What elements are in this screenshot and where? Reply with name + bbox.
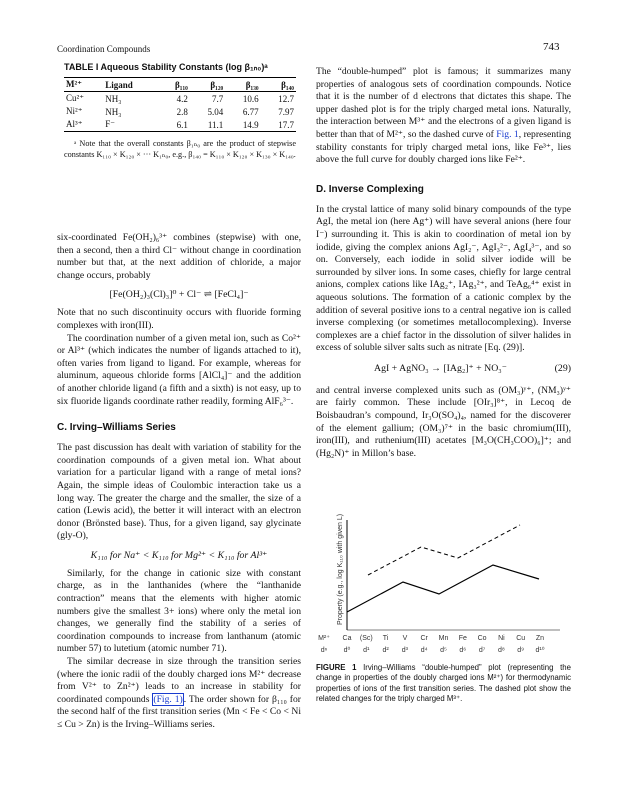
metal-label: Ni [498,635,505,642]
d-electron-label-m2: d¹⁰ [535,647,545,654]
stability-table [64,78,296,131]
caption-label: FIGURE 1 [316,663,357,672]
table-cell: 6.77 [242,106,259,117]
metal-label: Mn [438,635,449,642]
table-cell: 14.9 [242,119,259,130]
table-cell: 7.97 [278,106,294,117]
column-header: β₁₁₀ [175,79,188,90]
d-electron-label-m2: d⁸ [497,647,505,654]
column-header: Ligand [105,79,133,90]
equation-number: (29) [554,362,571,374]
y-axis-label: Property (e.g., log K₁₁₀ with given L) [337,513,344,625]
metal-label: Ti [382,635,389,642]
figure-1-link[interactable]: Fig. 1 [496,128,519,140]
metal-label: Ca [342,635,352,642]
table-cell: 6.1 [176,119,188,130]
paragraph: In the crystal lattice of many solid binary compounds of the type AgI, the metal ion (here Ag⁺) will have several anions (here four I⁻) surrounding it. This is akin to coordination of metal ion by iodide, giving the complex anions AgI₂⁻, AgI₃²⁻, AgI₄³⁻, and so on. Conversely, each iodide in solid silver iodide will be surrounded by silver ions. In some cases, chiefly for large central anions, complex cations like IAg₂⁺, IAg₃²⁺, and TeAg₆⁴⁺ exist in aqueous solutions. The formation of a cationic complex by the addition of several positive ions to a central negative ion is called inverse complexing (or sometimes metallocomplexing). Inverse complexes are a chief factor in the dissolution of silver halides in excess of soluble silver salts such as nitrate [Eq. (29)]. [316,203,571,354]
table-cell: Ni²⁺ [66,106,83,116]
d-electron-label-m2: d⁷ [478,647,486,654]
metal-label: Fe [458,635,467,642]
text: . The order shown for β₁₁₀ for the second half of the first transition series (Mn < Fe < Co < Ni ≤ Cu > Zn) is the Irving–Williams series. [57,693,301,730]
row-label: M²⁺ [318,635,330,642]
paragraph: Similarly, for the change in cationic size with constant charge, as in the lanthanides (where the “lanthanide contraction” means that the elements with higher atomic numbers give the smallest 3+ ions) where only the metal ion changes, we generally find the stability of a series of coordination compounds to increase from lanthanum (atomic number 57) to lutetium (atomic number 71). [57,567,301,655]
column-header: M²⁺ [66,79,82,89]
equation: AgI + AgNO₃ → [IAg₂]⁺ + NO₃⁻ [374,362,507,374]
paragraph: six-coordinated Fe(OH₂)₆³⁺ combines (stepwise) with one, then a second, then a third Cl⁻ without change in coordination number but that, at the next addition of chloride, a major change occurs, probably [57,232,301,281]
m2-solid-curve [347,565,539,612]
table-cell: 17.7 [278,119,294,130]
d-electron-label-m2: d¹ [363,647,370,654]
row-label: dⁿ [320,647,328,654]
paragraph: The coordination number of a given metal ion, such as Co²⁺ or Al³⁺ (which indicates the number of ligands attached to it), often varies from ligand to ligand. For example, whereas for aluminum, aqueous chloride forms [AlCl₄]⁻ and the addition of another chloride ligand (a fifth and a sixth) is not easy, up to six fluoride ligands coordinate rather readily, forming AlF₆³⁻. [57,332,301,407]
table-1 [64,62,296,160]
paragraph [57,656,301,732]
left-column [57,232,301,732]
equation: K₁₁₀ for Na⁺ < K₁₁₀ for Mg²⁺ < K₁₁₀ for Al³⁺ [90,549,268,561]
figure-1-link[interactable]: (Fig. 1) [153,693,183,705]
d-electron-label-m2: d⁹ [517,647,525,654]
table-cell: 11.1 [207,119,224,130]
d-electron-label-m2: d⁰ [343,647,351,654]
table-cell: Cu²⁺ [66,93,84,103]
table-title: TABLE I Aqueous Stability Constants (log β₁ₙ₀)ᵃ [64,62,268,72]
table-row [64,105,296,118]
d-electron-label-m2: d⁵ [440,647,447,654]
metal-label: Co [477,635,487,642]
d-electron-label-m2: d⁴ [420,647,428,654]
d-electron-label-m2: d² [382,647,389,654]
figure-caption [316,663,571,705]
table-cell: 12.7 [278,93,294,104]
text: The “double-humped” plot is famous; it summarizes many properties of analogous sets of coordination compounds. Notice that it is the number of d electrons that dictates this shape. The upper dashed plot is for the triply charged metal ions. Naturally, the interaction between M³⁺ and the electrons of a given ligand is better than that of M²⁺, so the dashed curve of [316,66,571,140]
table-cell: F⁻ [105,119,116,129]
paragraph: and central inverse complexed units such as (OM₃)ʸ⁺, (NM₃)ʸ⁺ are fairly common. These include [OIr₃]⁸⁺, in Lecoq de Boisbaudran’s compound, Ir₃O(SO₄)₄, named for the discoverer of the element gallium; (OM₃)⁷⁺ in the basic chromium(III), iron(III), and ruthenium(III) acetates [M₃O(CH₃COO)₆]⁺; and (Hg₂N)⁺ in Millon’s base. [316,384,571,459]
table-cell: 2.8 [176,106,188,117]
d-electron-label-m2: d⁶ [459,647,467,654]
running-title: Coordination Compounds [57,44,151,54]
table-footnote: ᵃ Note that the overall constants β₁ₙ₀ are the product of stepwise constants K₁₁₀ × K₁₂₀ × ··· K₁ₙ₀, e.g., β₁₄₀ = K₁₁₀ × K₁₂₀ × K₁₃₀ × K₁₄₀. [64,139,296,159]
section-heading-d: D. Inverse Complexing [316,183,424,195]
table-row [64,92,296,106]
section-heading-c: C. Irving–Williams Series [57,422,176,434]
caption-text: Irving–Williams “double-humped” plot (representing the change in properties of the doubly charged ions M²⁺) for thermodynamic properties of ions of the first transition series. The dashed plot show the related changes for the triply charged M³⁺. [316,663,571,704]
paragraph: The past discussion has dealt with variation of stability for the coordination compounds of a given metal ion. What about variation for a particular ligand with a range of metal ions? Again, the simple ideas of Coulombic interaction take us a long way. The greater the charge and the smaller, the size of a cation (Lewis acid), the better it will interact with an electron donor (Brönsted base). Thus, for a given ligand, say glycinate (gly-O), [57,442,301,542]
metal-label: V [402,635,408,642]
table-cell: NH₃ [105,93,122,104]
table-cell: 7.7 [211,93,224,104]
paragraph: Note that no such discontinuity occurs with fluoride forming complexes with iron(III). [57,307,301,331]
equation: [Fe(OH₂)₃(Cl)₃]⁰ + Cl⁻ ⇌ [FeCl₄]⁻ [109,289,249,301]
right-column [316,66,571,460]
figure-1-plot [310,505,572,655]
table-cell: NH₃ [105,106,122,117]
d-electron-label-m2: d³ [401,647,409,654]
table-cell: 10.6 [242,93,259,104]
table-row [64,118,296,131]
m3-dashed-curve [368,525,520,575]
text: The similar decrease in size through the transition series (where the ionic radii of the doubly charged ions M²⁺ decrease from V²⁺ to Zn²⁺) leads to an increase in stability for coordinated compounds [57,656,301,705]
paragraph [316,66,571,167]
text: , representing stability constants for triply charged metal ions, like Fe³⁺, lies above the full curve for doubly charged ions like Fe²⁺. [316,128,571,166]
column-header: β₁₄₀ [281,79,294,90]
metal-label: Zn [535,635,545,642]
equation-29 [316,363,571,377]
table-cell: 4.2 [176,93,188,104]
metal-label: Cu [516,635,526,642]
column-header: β₁₃₀ [245,79,259,90]
column-header: β₁₂₀ [210,79,224,90]
page-number: 743 [543,41,560,53]
metal-label: Cr [420,635,428,642]
table-cell: Al³⁺ [66,119,83,129]
metal-label: (Sc) [359,635,373,642]
table-cell: 5.04 [207,106,224,117]
